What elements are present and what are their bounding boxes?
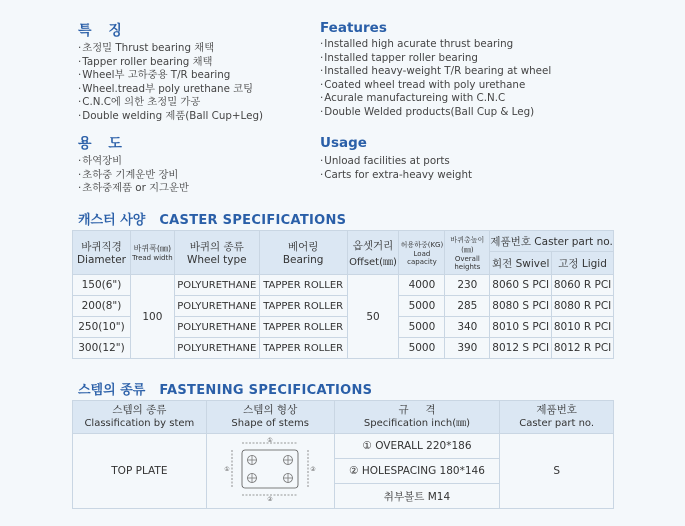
- dim-label: ②: [310, 465, 316, 473]
- spec-hole-spacing-cell: ② HOLESPACING 180*146: [334, 459, 500, 484]
- height-cell: 230: [445, 275, 490, 296]
- list-item: · Carts for extra-heavy weight: [320, 169, 472, 183]
- top-plate-diagram: [215, 437, 325, 503]
- rigid-part-cell: 8080 R PCI: [552, 296, 614, 317]
- header-swivel: 회전 Swivel: [490, 252, 552, 275]
- header-shape: 스템의 형상 Shape of stems: [206, 401, 334, 434]
- header-diameter: 바퀴직경 Diameter: [73, 231, 131, 275]
- usage-en-section: [320, 135, 472, 182]
- fastening-title-en: FASTENING SPECIFICATIONS: [159, 383, 373, 398]
- header-wheel-type: 바퀴의 종류 Wheel type: [174, 231, 259, 275]
- diameter-cell: 150(6"): [73, 275, 131, 296]
- rigid-part-cell: 8012 R PCI: [552, 338, 614, 359]
- swivel-part-cell: 8080 S PCI: [490, 296, 552, 317]
- height-cell: 390: [445, 338, 490, 359]
- swivel-part-cell: 8010 S PCI: [490, 317, 552, 338]
- list-item: · Wheel부 고하중용 T/R bearing: [78, 69, 263, 83]
- load-cell: 5000: [399, 338, 445, 359]
- wheel-type-cell: POLYURETHANE: [174, 317, 259, 338]
- classification-cell: TOP PLATE: [73, 434, 207, 509]
- height-cell: 340: [445, 317, 490, 338]
- caster-spec-table: [72, 230, 614, 359]
- swivel-part-cell: 8060 S PCI: [490, 275, 552, 296]
- header-part-no: 제품번호 Caster part no.: [500, 401, 614, 434]
- table-row: [73, 275, 614, 296]
- rigid-part-cell: 8010 R PCI: [552, 317, 614, 338]
- usage-ko-title: 용 도: [78, 136, 128, 152]
- bearing-cell: TAPPER ROLLER: [259, 275, 347, 296]
- features-en-list: [320, 38, 551, 120]
- bearing-cell: TAPPER ROLLER: [259, 338, 347, 359]
- list-item: · 초정밀 Thrust bearing 채택: [78, 42, 263, 56]
- fastening-title-ko: 스템의 종류: [78, 383, 146, 398]
- load-cell: 4000: [399, 275, 445, 296]
- list-item: · Coated wheel tread with poly urethane: [320, 79, 551, 93]
- diameter-cell: 200(8"): [73, 296, 131, 317]
- offset-cell: 50: [347, 275, 399, 359]
- swivel-part-cell: 8012 S PCI: [490, 338, 552, 359]
- load-cell: 5000: [399, 296, 445, 317]
- spec-bolt-cell: 취부볼트 M14: [334, 484, 500, 509]
- usage-ko-section: [78, 133, 189, 196]
- fastening-spec-table: [72, 400, 614, 509]
- header-tread: 바퀴폭(㎜) Tread width: [130, 231, 174, 275]
- list-item: · Installed heavy-weight T/R bearing at wheel: [320, 65, 551, 79]
- list-item: · 하역장비: [78, 155, 189, 169]
- caster-section-title: [78, 209, 346, 228]
- usage-en-list: [320, 155, 472, 182]
- height-cell: 285: [445, 296, 490, 317]
- load-cell: 5000: [399, 317, 445, 338]
- dim-label: ①: [224, 465, 230, 473]
- features-ko-title: 특 징: [78, 23, 128, 39]
- list-item: · 초하중 기계운반 장비: [78, 169, 189, 183]
- caster-title-ko: 캐스터 사양: [78, 213, 146, 228]
- header-part-no: 제품번호 Caster part no.: [490, 231, 614, 252]
- list-item: · Unload facilities at ports: [320, 155, 472, 169]
- list-item: · Tapper roller bearing 채택: [78, 56, 263, 70]
- usage-ko-list: [78, 155, 189, 196]
- list-item: · Double welding 제품(Ball Cup+Leg): [78, 110, 263, 124]
- rigid-part-cell: 8060 R PCI: [552, 275, 614, 296]
- wheel-type-cell: POLYURETHANE: [174, 338, 259, 359]
- dim-label: ②: [267, 495, 273, 503]
- usage-en-title: Usage: [320, 135, 367, 151]
- list-item: · C.N.C에 의한 초정밀 가공: [78, 96, 263, 110]
- features-ko-section: [78, 20, 263, 124]
- wheel-type-cell: POLYURETHANE: [174, 296, 259, 317]
- list-item: · Double Welded products(Ball Cup & Leg): [320, 106, 551, 120]
- header-specification: 규 격 Specification inch(㎜): [334, 401, 500, 434]
- features-ko-list: [78, 42, 263, 124]
- header-rigid: 고정 Ligid: [552, 252, 614, 275]
- list-item: · Acurale manufactureing with C.N.C: [320, 92, 551, 106]
- list-item: · Wheel.tread부 poly urethane 코팅: [78, 83, 263, 97]
- tread-cell: 100: [130, 275, 174, 359]
- header-load: 허용하중(KG) Load capacity: [399, 231, 445, 275]
- wheel-type-cell: POLYURETHANE: [174, 275, 259, 296]
- part-no-cell: S: [500, 434, 614, 509]
- list-item: · Installed high acurate thrust bearing: [320, 38, 551, 52]
- header-classification: 스템의 종류 Classification by stem: [73, 401, 207, 434]
- dim-label: ①: [267, 436, 273, 444]
- diameter-cell: 300(12"): [73, 338, 131, 359]
- caster-title-en: CASTER SPECIFICATIONS: [159, 213, 347, 228]
- spec-overall-cell: ① OVERALL 220*186: [334, 434, 500, 459]
- diameter-cell: 250(10"): [73, 317, 131, 338]
- header-offset: 옵셋거리 Offset(㎜): [347, 231, 399, 275]
- fastening-section-title: [78, 379, 372, 398]
- features-en-section: [320, 20, 551, 120]
- list-item: · Installed tapper roller bearing: [320, 52, 551, 66]
- list-item: · 초하중제품 or 지그운반: [78, 182, 189, 196]
- bearing-cell: TAPPER ROLLER: [259, 317, 347, 338]
- bearing-cell: TAPPER ROLLER: [259, 296, 347, 317]
- shape-cell: [206, 434, 334, 509]
- features-en-title: Features: [320, 20, 387, 36]
- table-row: [73, 434, 614, 459]
- header-bearing: 베어링 Bearing: [259, 231, 347, 275]
- header-height: 바퀴총높이(㎜) Overall heights: [445, 231, 490, 275]
